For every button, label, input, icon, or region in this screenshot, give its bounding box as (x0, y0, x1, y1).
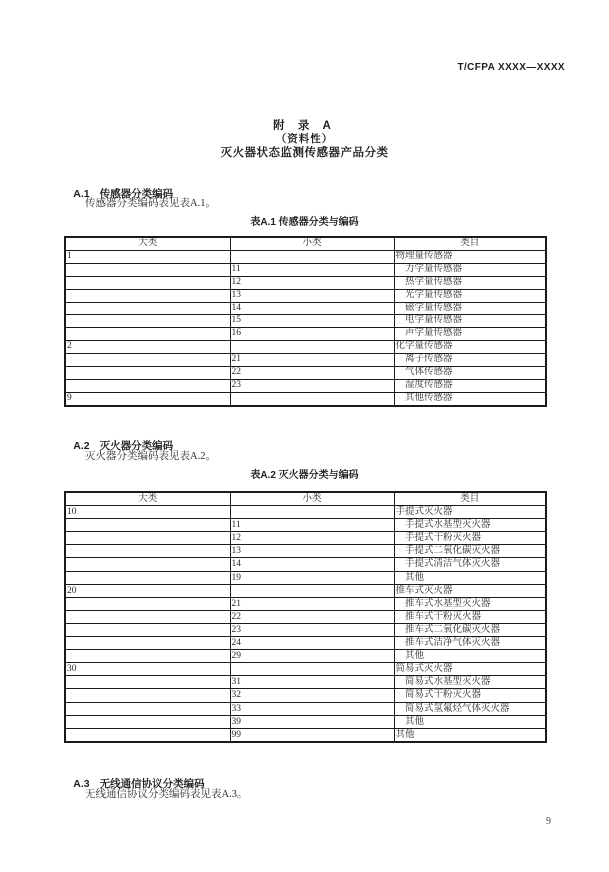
section-a1-paragraph: 传感器分类编码表见表A.1。 (85, 198, 216, 209)
cell-category: 推车式水基型灭火器 (394, 597, 546, 610)
cell-category: 气体传感器 (394, 367, 546, 380)
cell-minor-code: 19 (230, 571, 394, 584)
cell-minor-code: 13 (230, 289, 394, 302)
table-a2-header-row (65, 492, 546, 506)
cell-major-code (65, 676, 230, 689)
table-row (65, 341, 546, 354)
cell-minor-code: 24 (230, 637, 394, 650)
cell-major-code (65, 637, 230, 650)
table-row (65, 506, 546, 519)
cell-category: 磁学量传感器 (394, 302, 546, 315)
table-row (65, 728, 546, 742)
table-row (65, 597, 546, 610)
table-row (65, 702, 546, 715)
cell-minor-code: 21 (230, 597, 394, 610)
table-a2 (64, 491, 547, 743)
cell-minor-code (230, 506, 394, 519)
cell-category: 推车式灭火器 (394, 584, 546, 597)
cell-category: 推车式二氧化碳灭火器 (394, 623, 546, 636)
cell-category: 简易式干粉灭火器 (394, 689, 546, 702)
cell-major-code (65, 367, 230, 380)
cell-category: 其他 (394, 650, 546, 663)
cell-minor-code: 99 (230, 728, 394, 742)
cell-minor-code: 15 (230, 315, 394, 328)
cell-category: 手提式水基型灭火器 (394, 519, 546, 532)
cell-minor-code (230, 250, 394, 263)
cell-major-code (65, 545, 230, 558)
table-row (65, 689, 546, 702)
cell-minor-code: 22 (230, 610, 394, 623)
table-row (65, 610, 546, 623)
cell-major-code: 9 (65, 392, 230, 405)
cell-minor-code: 23 (230, 623, 394, 636)
table-row (65, 519, 546, 532)
table-row (65, 367, 546, 380)
cell-major-code (65, 689, 230, 702)
cell-category: 简易式水基型灭火器 (394, 676, 546, 689)
cell-category: 热学量传感器 (394, 276, 546, 289)
cell-major-code (65, 532, 230, 545)
cell-major-code (65, 276, 230, 289)
section-a3-title: 无线通信协议分类编码 (99, 778, 205, 790)
cell-category: 光学量传感器 (394, 289, 546, 302)
cell-major-code (65, 558, 230, 571)
cell-major-code: 1 (65, 250, 230, 263)
cell-category: 化学量传感器 (394, 341, 546, 354)
table-a1-body (65, 250, 546, 405)
cell-minor-code: 39 (230, 715, 394, 728)
cell-category: 推车式洁净气体灭火器 (394, 637, 546, 650)
table-row (65, 315, 546, 328)
cell-minor-code: 33 (230, 702, 394, 715)
cell-category: 手提式灭火器 (394, 506, 546, 519)
cell-minor-code: 22 (230, 367, 394, 380)
cell-minor-code: 14 (230, 302, 394, 315)
col-header-category: 类目 (394, 492, 546, 506)
cell-major-code (65, 263, 230, 276)
cell-category: 离子传感器 (394, 354, 546, 367)
page-number: 9 (546, 816, 551, 827)
cell-major-code (65, 650, 230, 663)
section-a2-number: A.2 (73, 440, 90, 452)
table-row (65, 584, 546, 597)
cell-minor-code: 31 (230, 676, 394, 689)
cell-minor-code (230, 584, 394, 597)
cell-major-code (65, 623, 230, 636)
cell-category: 其他传感器 (394, 392, 546, 405)
cell-minor-code: 11 (230, 519, 394, 532)
table-row (65, 571, 546, 584)
cell-category: 其他 (394, 715, 546, 728)
cell-major-code (65, 315, 230, 328)
table-row (65, 328, 546, 341)
cell-major-code (65, 728, 230, 742)
cell-major-code: 10 (65, 506, 230, 519)
cell-major-code: 30 (65, 663, 230, 676)
cell-category: 手提式二氧化碳灭火器 (394, 545, 546, 558)
table-a1 (64, 236, 547, 407)
cell-category: 推车式干粉灭火器 (394, 610, 546, 623)
table-row (65, 650, 546, 663)
cell-minor-code: 29 (230, 650, 394, 663)
section-a3-number: A.3 (73, 778, 90, 790)
cell-category: 物理量传感器 (394, 250, 546, 263)
table-a1-caption: 表A.1 传感器分类与编码 (250, 217, 359, 228)
appendix-name: 灭火器状态监测传感器产品分类 (220, 147, 389, 159)
cell-category: 手提式清洁气体灭火器 (394, 558, 546, 571)
cell-minor-code: 23 (230, 379, 394, 392)
table-row (65, 302, 546, 315)
cell-category: 其他 (394, 571, 546, 584)
table-row (65, 263, 546, 276)
table-row (65, 250, 546, 263)
cell-category: 简易式氢氟烃气体灭火器 (394, 702, 546, 715)
section-a1-number: A.1 (73, 188, 90, 200)
col-header-major-class: 大类 (65, 492, 230, 506)
table-row (65, 545, 546, 558)
table-row (65, 379, 546, 392)
table-row (65, 637, 546, 650)
cell-category: 力学量传感器 (394, 263, 546, 276)
cell-category: 湿度传感器 (394, 379, 546, 392)
table-row (65, 354, 546, 367)
cell-category: 简易式灭火器 (394, 663, 546, 676)
table-row (65, 715, 546, 728)
col-header-minor-class: 小类 (230, 492, 394, 506)
cell-major-code (65, 610, 230, 623)
table-row (65, 392, 546, 405)
cell-major-code (65, 702, 230, 715)
cell-minor-code (230, 341, 394, 354)
table-row (65, 623, 546, 636)
cell-category: 手提式干粉灭火器 (394, 532, 546, 545)
section-a1-title: 传感器分类编码 (99, 188, 174, 200)
table-row (65, 663, 546, 676)
cell-major-code (65, 328, 230, 341)
table-row (65, 276, 546, 289)
cell-category: 电学量传感器 (394, 315, 546, 328)
cell-minor-code (230, 392, 394, 405)
cell-minor-code: 12 (230, 532, 394, 545)
cell-minor-code: 13 (230, 545, 394, 558)
cell-major-code (65, 715, 230, 728)
section-a2-paragraph: 灭火器分类编码表见表A.2。 (85, 451, 216, 462)
cell-major-code: 20 (65, 584, 230, 597)
cell-minor-code: 12 (230, 276, 394, 289)
table-a2-body (65, 506, 546, 742)
cell-major-code (65, 354, 230, 367)
cell-minor-code: 16 (230, 328, 394, 341)
col-header-minor-class: 小类 (230, 237, 394, 250)
cell-major-code (65, 597, 230, 610)
cell-minor-code: 11 (230, 263, 394, 276)
table-a2-caption: 表A.2 灭火器分类与编码 (250, 470, 359, 481)
table-row (65, 558, 546, 571)
cell-major-code (65, 519, 230, 532)
cell-category: 声学量传感器 (394, 328, 546, 341)
cell-category: 其他 (394, 728, 546, 742)
cell-minor-code: 14 (230, 558, 394, 571)
cell-major-code (65, 289, 230, 302)
appendix-title-block (0, 119, 609, 160)
appendix-type-note: （资料性） (275, 133, 334, 145)
cell-minor-code: 21 (230, 354, 394, 367)
standard-reference: T/CFPA XXXX—XXXX (457, 62, 565, 73)
col-header-major-class: 大类 (65, 237, 230, 250)
cell-major-code (65, 302, 230, 315)
table-row (65, 532, 546, 545)
cell-major-code: 2 (65, 341, 230, 354)
section-a3-paragraph: 无线通信协议分类编码表见表A.3。 (85, 789, 248, 800)
cell-major-code (65, 571, 230, 584)
cell-minor-code: 32 (230, 689, 394, 702)
appendix-label: 附 录 A (273, 120, 336, 132)
cell-major-code (65, 379, 230, 392)
table-row (65, 676, 546, 689)
table-row (65, 289, 546, 302)
table-a1-header-row (65, 237, 546, 250)
col-header-category: 类目 (394, 237, 546, 250)
cell-minor-code (230, 663, 394, 676)
section-a2-title: 灭火器分类编码 (99, 440, 174, 452)
